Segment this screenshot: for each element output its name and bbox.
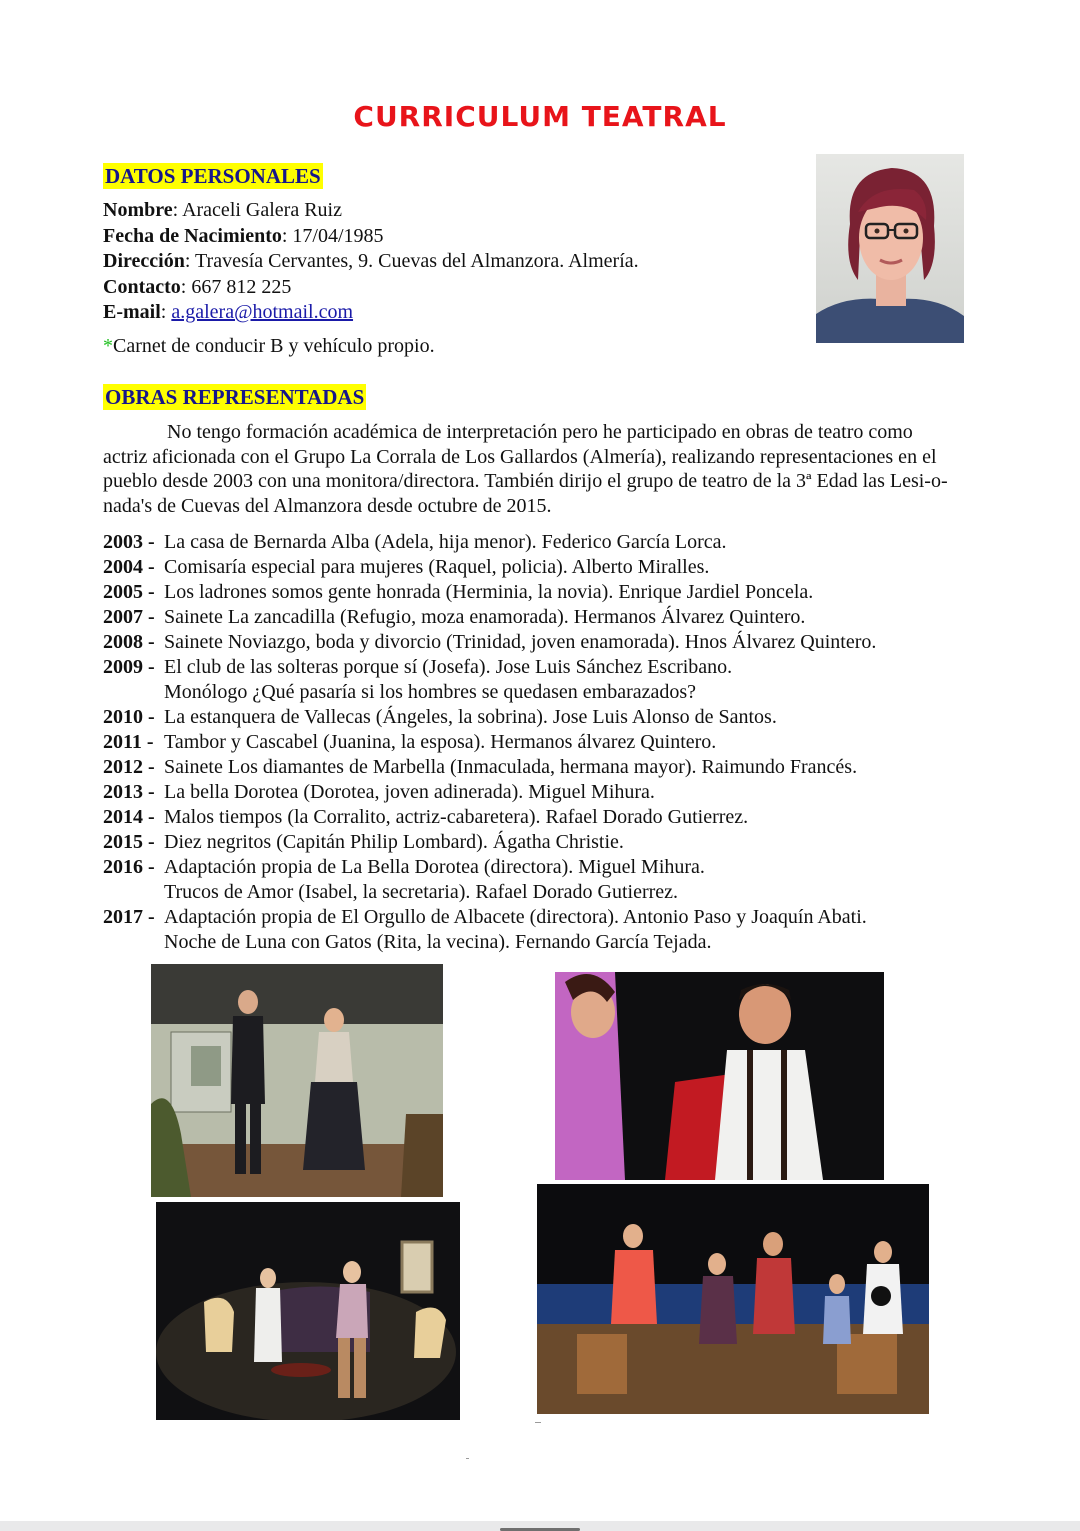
work-item-continuation: [103, 930, 983, 955]
work-year: 2009 -: [103, 656, 155, 678]
stage-photo-couple: [151, 964, 443, 1197]
work-item: [103, 580, 983, 605]
asterisk: *: [103, 335, 113, 357]
work-text: La casa de Bernarda Alba (Adela, hija menor). Federico García Lorca.: [164, 531, 727, 553]
works-list: [103, 530, 983, 955]
work-year: 2016 -: [103, 856, 155, 878]
work-year: 2007 -: [103, 606, 155, 628]
work-year: 2014 -: [103, 806, 155, 828]
work-text: Noche de Luna con Gatos (Rita, la vecina). Fernando García Tejada.: [164, 931, 712, 953]
work-text: Tambor y Cascabel (Juanina, la esposa). Hermanos álvarez Quintero.: [164, 731, 717, 753]
stage-photo-sofa: [156, 1202, 460, 1420]
field-label: Nombre: [103, 199, 173, 221]
field-email: E-mail: a.galera@hotmail.com: [103, 301, 354, 323]
work-text: Diez negritos (Capitán Philip Lombard). Ágatha Christie.: [164, 831, 624, 853]
work-year: 2005 -: [103, 581, 155, 603]
work-text: Comisaría especial para mujeres (Raquel, policia). Alberto Miralles.: [164, 556, 710, 578]
field-birthdate: Fecha de Nacimiento: 17/04/1985: [103, 224, 384, 247]
stage-photo-flamenco: [555, 972, 884, 1180]
work-year: 2003 -: [103, 531, 155, 553]
field-value: Travesía Cervantes, 9. Cuevas del Almanzora. Almería.: [195, 250, 639, 272]
work-item: [103, 530, 983, 555]
work-item: [103, 655, 983, 680]
work-text: La bella Dorotea (Dorotea, joven adinerada). Miguel Mihura.: [164, 781, 655, 803]
work-item: [103, 855, 983, 880]
field-label: Fecha de Nacimiento: [103, 224, 282, 247]
work-year: 2017 -: [103, 906, 155, 928]
work-text: La estanquera de Vallecas (Ángeles, la sobrina). Jose Luis Alonso de Santos.: [164, 706, 777, 728]
work-text: Los ladrones somos gente honrada (Herminia, la novia). Enrique Jardiel Poncela.: [164, 581, 814, 603]
work-text: Malos tiempos (la Corralito, actriz-cabaretera). Rafael Dorado Gutierrez.: [164, 806, 749, 828]
work-text: Sainete La zancadilla (Refugio, moza enamorada). Hermanos Álvarez Quintero.: [164, 606, 806, 628]
work-text: Adaptación propia de El Orgullo de Albacete (directora). Antonio Paso y Joaquín Abati.: [164, 906, 867, 928]
field-label: Dirección: [103, 250, 185, 272]
work-item: [103, 605, 983, 630]
portrait-photo: [816, 154, 964, 343]
field-label: E-mail: [103, 301, 161, 323]
scan-mark: [535, 1422, 541, 1423]
driving-license-note: [103, 335, 435, 358]
field-value: Araceli Galera Ruiz: [182, 199, 342, 221]
work-item: [103, 830, 983, 855]
work-year: 2015 -: [103, 831, 155, 853]
stage-photo-cast: [537, 1184, 929, 1414]
work-item: [103, 780, 983, 805]
work-item: [103, 630, 983, 655]
work-item: [103, 805, 983, 830]
field-value: 667 812 225: [191, 275, 292, 298]
work-item-continuation: [103, 680, 983, 705]
personal-data-heading: DATOS PERSONALES: [105, 164, 321, 188]
work-year: 2011 -: [103, 731, 154, 753]
license-text: Carnet de conducir B y vehículo propio.: [113, 335, 435, 357]
document-title: CURRICULUM TEATRAL: [353, 100, 727, 133]
work-item: [103, 905, 983, 930]
work-year: 2010 -: [103, 706, 155, 728]
work-item: [103, 555, 983, 580]
works-intro: [103, 420, 953, 518]
work-year: 2012 -: [103, 756, 155, 778]
work-item: [103, 755, 983, 780]
work-text: El club de las solteras porque sí (Josefa). Jose Luis Sánchez Escribano.: [164, 656, 733, 678]
work-text: Trucos de Amor (Isabel, la secretaria). Rafael Dorado Gutierrez.: [164, 881, 679, 903]
field-value: 17/04/1985: [292, 224, 384, 247]
work-text: Sainete Los diamantes de Marbella (Inmaculada, hermana mayor). Raimundo Francés.: [164, 756, 858, 778]
field-name: Nombre: Araceli Galera Ruiz: [103, 199, 342, 221]
field-label: Contacto: [103, 275, 181, 298]
work-text: Sainete Noviazgo, boda y divorcio (Trinidad, joven enamorada). Hnos Álvarez Quintero.: [164, 631, 877, 653]
works-heading: OBRAS REPRESENTADAS: [105, 385, 365, 409]
field-address: Dirección: Travesía Cervantes, 9. Cuevas del Almanzora. Almería.: [103, 250, 639, 272]
personal-data-block: [103, 198, 639, 326]
work-year: 2004 -: [103, 556, 155, 578]
work-item: [103, 705, 983, 730]
email-link[interactable]: a.galera@hotmail.com: [171, 301, 354, 323]
work-year: 2008 -: [103, 631, 155, 653]
work-item-continuation: [103, 880, 983, 905]
work-year: 2013 -: [103, 781, 155, 803]
work-text: Monólogo ¿Qué pasaría si los hombres se quedasen embarazados?: [164, 681, 697, 703]
intro-paragraph: No tengo formación académica de interpretación pero he participado en obras de teatro como actriz aficionada con el Grupo La Corrala de Los Gallardos (Almería), realizando representaciones en el pueblo desde 2003 con una monitora/directora. También dirijo el grupo de teatro de la 3ª Edad las Lesi-o-nada's de Cuevas del Almanzora desde octubre de 2015.: [103, 421, 948, 517]
scan-mark: [466, 1458, 469, 1459]
work-item: [103, 730, 983, 755]
work-text: Adaptación propia de La Bella Dorotea (directora). Miguel Mihura.: [164, 856, 705, 878]
field-contact: Contacto: 667 812 225: [103, 275, 292, 298]
